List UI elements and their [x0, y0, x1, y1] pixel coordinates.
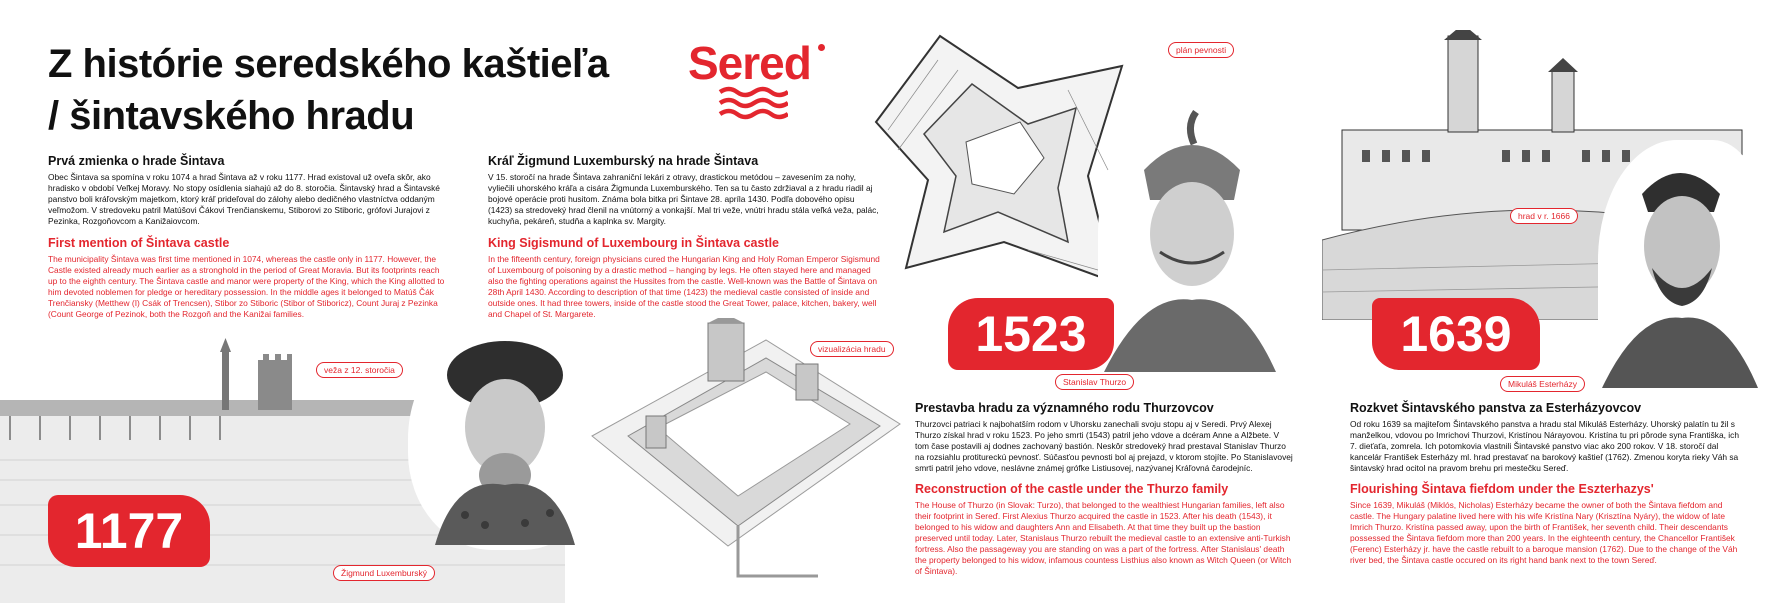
waves-logo-icon	[718, 86, 788, 120]
section-heading-en: First mention of Šintava castle	[48, 236, 230, 250]
section-heading-sk: Kráľ Žigmund Luxemburský na hrade Šintava	[488, 154, 759, 168]
section-text-sk: Od roku 1639 sa majiteľom Šintavského panstva a hradu stal Mikuláš Esterházy. Uhorský palatín tu žil s manželkou, vdovou po Imrichovi Thurzovi, Kristínou Nárayovou. Kristína tu pri pôrode syna Františka, ich 7. dieťaťa, zomrela. Ich potomkovia vlastnili Šintavské panstvo viac ako 200 rokov. V 18. storočí dal kancelár František Esterházy ml. hrad prestavať na barokový kaštieľ (1762). Zmenou koryta rieky Váh sa šintavský hrad ocitol na pravom brehu pri mestečku Sereď.	[1350, 419, 1739, 473]
year-1523: 1523	[975, 306, 1087, 362]
section-text-en: The House of Thurzo (in Slovak: Turzo), that belonged to the wealthiest Hungarian families, left also their footprint in Sereď. First Alexius Thurzo acquired the castle in 1523. After his death (1543), it belonged to his widow and daughters Ann and Elisabeth. At that time they built up the bastion preserved until today. Later, Stanislaus Thurzo rebuilt the medieval castle to an extensive anti-Turkish fortress. Also the passageway you are standing on was a part of the fortress. After Stanislaus' death the property belonged to his widow, infamous countess Listhius also known as Witch Queen (or Witch of Šintava).	[915, 500, 1292, 576]
section-text-sk: Thurzovci patriaci k najbohatším rodom v Uhorsku zanechali svoju stopu aj v Seredi. Prvý Alexej Thurzo získal hrad v roku 1523. Po jeho smrti (1543) patril jeho vdove a dcéram Anne a Alžbete. V tom čase postavili aj dodnes zachovaný bastión. Neskôr stredoveký hrad prestaval Stanislav Thurzo na rozsiahlu protitureckú pevnosť. Súčasťou pevnosti bol aj prejazd, v ktorom stojíte. Po Stanislavovej smrti patril jeho vdove, neslávne známej grófke Listiusovej, nazývanej Kráľovná čarodejníc.	[915, 419, 1293, 473]
logo-dot	[818, 44, 825, 51]
section-thurzo	[915, 401, 1295, 577]
section-first-mention	[48, 154, 448, 320]
label-zigmund: Žigmund Luxemburský	[333, 565, 435, 581]
page-title	[48, 38, 688, 142]
section-heading-en: Flourishing Šintava fiefdom under the Eszterhazys'	[1350, 482, 1654, 496]
section-esterhazy	[1350, 401, 1745, 566]
section-text-sk: Obec Šintava sa spomína v roku 1074 a hrad Šintava až v roku 1177. Hrad existoval už oveľa skôr, ako hradisko v období Veľkej Moravy. No stopy osídlenia siahajú až do 8. storočia. Šintavský hrad a Šintavské panstvo boli kráľovským majetkom, ktorý kráľ prideľoval do zálohy alebo dedičného vlastníctva oddaným veľmožom. V stredoveku patril Matúšovi Čákovi Trenčianskemu, Stiborovi zo Stiboric, grófovi Jurajovi z Pezinka, Rozgoňovcom a Kanižaiovcom.	[48, 172, 440, 226]
label-tower: veža z 12. storočia	[316, 362, 403, 378]
title-line-1: Z histórie seredského kaštieľa	[48, 42, 609, 86]
section-heading-sk: Prestavba hradu za významného rodu Thurzovcov	[915, 401, 1214, 415]
section-heading-en: King Sigismund of Luxembourg in Šintava castle	[488, 236, 780, 250]
year-1639: 1639	[1400, 306, 1512, 362]
section-text-en: Since 1639, Mikuláš (Miklós, Nicholas) Esterházy became the owner of both the Šintava fiefdom and castle. The Hungary palatine lived here with his wife Kristína Nary (Krisztína Nyáry), the widow of late Imrich Thurzo. Kristína passed away, upon the birth of František, her seventh child. Their descendants possessed the Šintava fiefdom more than 200 years. In the eighteenth century, the Chancellor František (Ferenc) Esterházy jr. have the castle rebuilt to a baroque mansion (1762). Due to the change of the Váh river bed, the Šintava castle occured on its right hand bank next to the town Sereď.	[1350, 500, 1738, 565]
label-castle-1666: hrad v r. 1666	[1510, 208, 1578, 224]
fortress-plan-drawing	[868, 30, 1134, 288]
label-visualization: vizualizácia hradu	[810, 341, 894, 357]
label-thurzo: Stanislav Thurzo	[1055, 374, 1134, 390]
label-fortress-plan: plán pevnosti	[1168, 42, 1234, 58]
section-heading-sk: Prvá zmienka o hrade Šintava	[48, 154, 225, 168]
label-esterhazy: Mikuláš Esterházy	[1500, 376, 1585, 392]
section-text-sk: V 15. storočí na hrade Šintava zahraniční lekári z otravy, drastickou metódou – zavesením za nohy, vyliečili uhorského kráľa a cisára Žigmunda Luxemburského. Ten sa tu často zdržiaval a z hradu riadil aj bojové operácie proti husitom. Známa bola bitka pri Šintave 28. apríla 1430. Podľa dobového opisu (1423) sa stredoveký hrad členil na vnútorný a vonkajší. Mal tri veže, vnútri hradu stála veľká veža, palác, kuchyňa, pekáreň, studňa a kaplnka sv. Margity.	[488, 172, 879, 226]
year-1177: 1177	[74, 503, 184, 559]
section-heading-en: Reconstruction of the castle under the Thurzo family	[915, 482, 1229, 496]
castle-visualization	[588, 318, 906, 580]
section-sigismund	[488, 154, 880, 320]
thurzo-portrait	[1104, 110, 1276, 372]
sered-logo: Sered	[688, 37, 811, 89]
title-line-2: / šintavského hradu	[48, 94, 415, 138]
section-text-en: In the fifteenth century, foreign physicians cured the Hungarian King and Holy Roman Emperor Sigismund of Luxembourg of poisoning by a drastic method – hanging by legs. He often stayed here and managed also the fighting operations against the Hussites from the castle. Well-known was the Battle of Šintava on 28th April 1430. According to description of that time (1423) the medieval castle consisted of inside and outside ones. It had three towers, inside of the castle stood the Great Tower, palace, kitchen, bakery, well and Chapel of St. Margarete.	[488, 254, 880, 319]
zigmund-portrait	[425, 335, 585, 545]
section-heading-sk: Rozkvet Šintavského panstva za Esterházyovcov	[1350, 401, 1642, 415]
esterhazy-portrait	[1602, 146, 1758, 388]
section-text-en: The municipality Šintava was first time mentioned in 1074, whereas the castle only in 1177. However, the Castle existed already much earlier as a stronghold in the period of Great Moravia. But its footprints reach up to the eighth century. The Šintava castle and manor were property of the King, which the King allotted to him devoted noblemen for pledge or hereditary possession. In the middle ages it belonged to Matúš Čák Trenčiansky (Metthew (I) Csák of Trencsen), Stibor zo Stiboric (Stibor of Stiboricz), Count Juraj z Pezinka (Count George of Pezinok, both the Rozgoň and the Kanižai families.	[48, 254, 445, 319]
